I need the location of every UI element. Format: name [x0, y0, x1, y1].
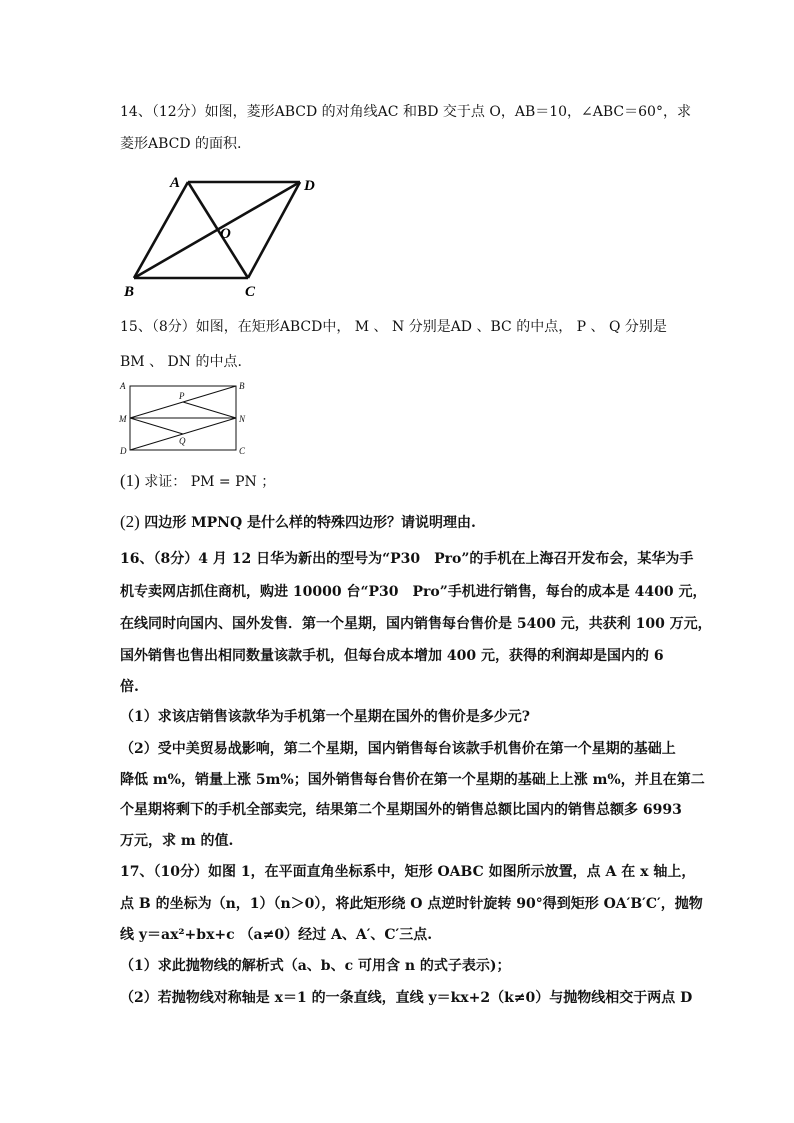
segment-mq	[130, 418, 183, 434]
q16-line-5: 倍.	[120, 679, 139, 695]
q17-line-3: 线 y＝ax²+bx+c （a≠0）经过 A、A′、C′三点.	[120, 927, 433, 943]
label-b: B	[124, 284, 135, 300]
q16-sub-2-line-4: 万元，求 m 的值.	[120, 833, 234, 849]
q15-part-1-number: (1)	[120, 471, 140, 490]
q15-part-2	[120, 513, 476, 532]
label-m: M	[119, 414, 127, 424]
label-d: D	[304, 178, 315, 194]
label-c: C	[245, 284, 256, 300]
q17-line-1: 17、（10分）如图 1，在平面直角坐标系中，矩形 OABC 如图所示放置，点 A 在 x 轴上，	[120, 864, 696, 880]
q16-line-3: 在线同时向国内、国外发售．第一个星期，国内销售每台售价是 5400 元，共获利 100 万元，	[120, 616, 712, 632]
label-n: N	[239, 414, 246, 424]
q15-part-1	[120, 472, 275, 491]
q16-line-2: 机专卖网店抓住商机，购进 10000 台“P30 Pro”手机进行销售，每台的成本是 4400 元，	[120, 584, 707, 600]
label-q: Q	[179, 436, 186, 446]
label-b: B	[239, 381, 245, 391]
q14-line-1: 14、（12分）如图，菱形ABCD 的对角线AC 和BD 交于点 O，AB＝10，∠ABC＝60°，求	[120, 104, 691, 120]
q16-line-1: 16、（8分）4 月 12 日华为新出的型号为“P30 Pro”的手机在上海召开发布会，某华为手	[120, 551, 694, 567]
label-a: A	[170, 175, 181, 191]
q16-sub-2-line-3: 个星期将剩下的手机全部卖完，结果第二个星期国外的销售总额比国内的销售总额多 6993	[120, 802, 682, 818]
q17-line-2: 点 B 的坐标为（n，1）（n＞0），将此矩形绕 O 点逆时针旋转 90°得到矩形 OA′B′C′，抛物	[120, 896, 703, 912]
q16-sub-2-line-1: （2）受中美贸易战影响，第二个星期，国内销售每台该款手机售价在第一个星期的基础上	[120, 741, 676, 757]
q14-line-2: 菱形ABCD 的面积.	[120, 136, 242, 152]
q15-line-1: 15、（8分）如图，在矩形ABCD中， M 、 N 分别是AD 、BC 的中点， P 、 Q 分别是	[120, 319, 667, 335]
q15-part-2-number: (2)	[120, 512, 140, 531]
q17-sub-2: （2）若抛物线对称轴是 x＝1 的一条直线，直线 y＝kx+2（k≠0）与抛物线相交于两点 D	[120, 990, 693, 1006]
label-p: P	[179, 391, 185, 401]
q15-line-2: BM 、 DN 的中点.	[120, 354, 242, 370]
label-a: A	[120, 381, 126, 391]
q16-line-4: 国外销售也售出相同数量该款手机，但每台成本增加 400 元，获得的利润却是国内的 6	[120, 648, 664, 664]
q15-part-1-text: 求证： PM = PN ；	[144, 474, 276, 490]
segment-pn	[183, 402, 236, 418]
q17-sub-1: （1）求此抛物线的解析式（a、b、c 可用含 n 的式子表示)；	[120, 958, 511, 974]
q16-sub-2-line-2: 降低 m%，销量上涨 5m%；国外销售每台售价在第一个星期的基础上上涨 m%，并且在第二	[120, 772, 705, 788]
rectangle-figure	[116, 378, 256, 456]
label-d: D	[120, 446, 127, 456]
label-c: C	[239, 446, 246, 456]
q16-sub-1: （1）求该店销售该款华为手机第一个星期在国外的售价是多少元?	[120, 709, 530, 725]
label-o: O	[220, 226, 231, 242]
q15-part-2-text: 四边形 MPNQ 是什么样的特殊四边形？请说明理由.	[144, 515, 476, 531]
rhombus-figure	[118, 170, 328, 300]
